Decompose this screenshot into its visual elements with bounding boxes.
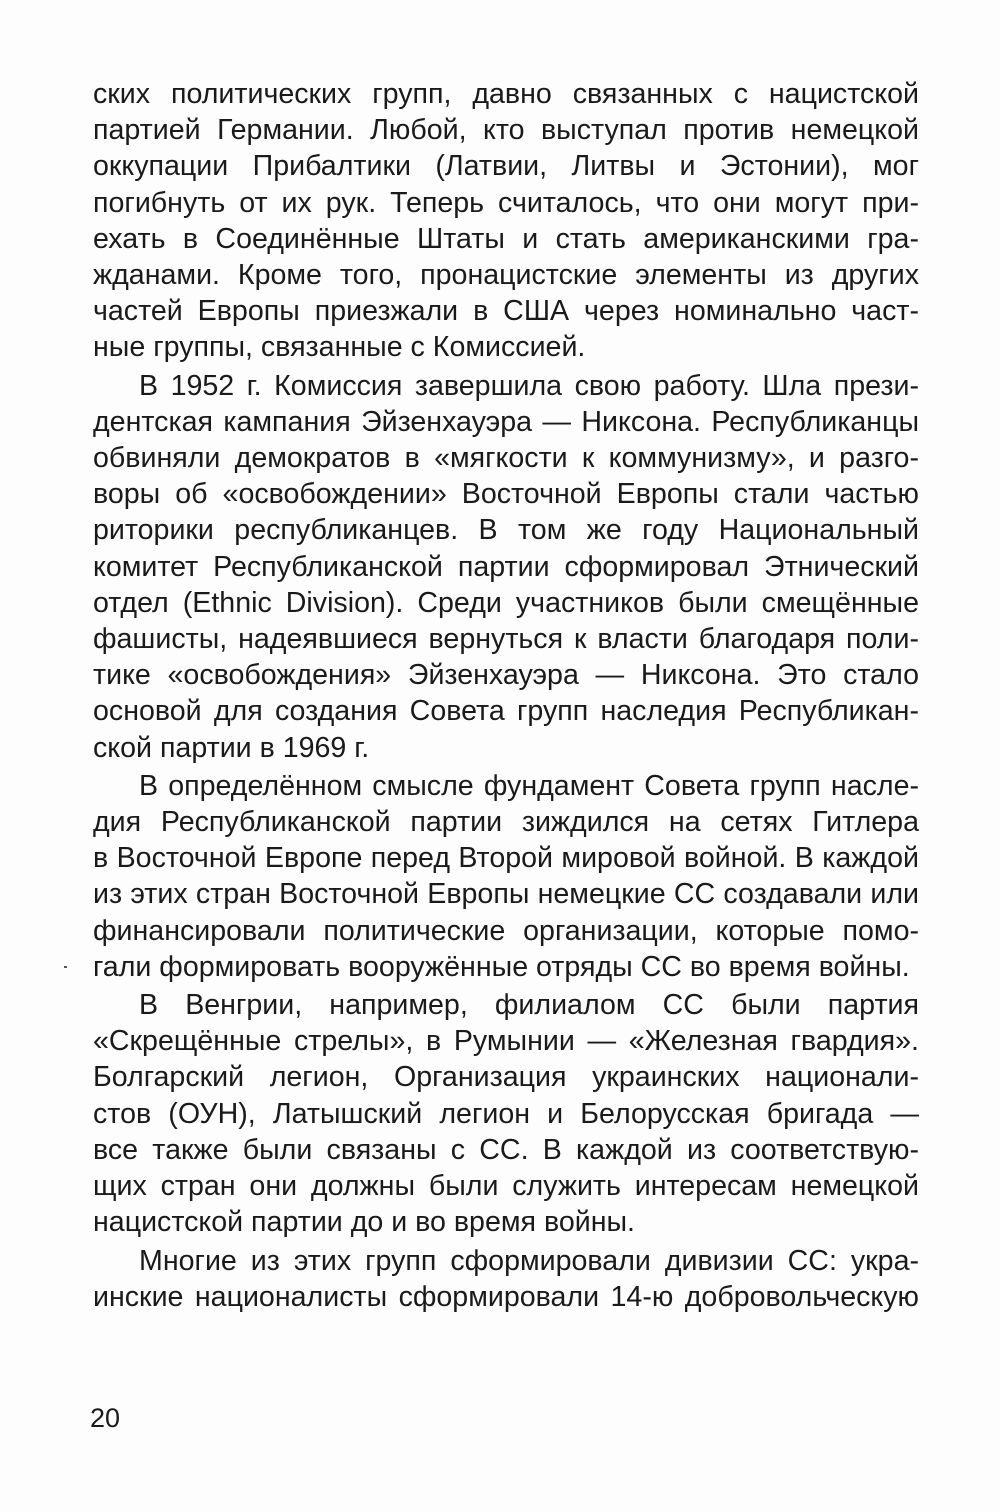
text-line: ской партии в 1969 г. (93, 731, 370, 764)
text-line: стов (ОУН), Латышский легион и Белорусская бригада — (93, 1097, 919, 1130)
paragraph-3 (93, 768, 919, 985)
text-line: В 1952 г. Комиссия завершила свою работу. Шла прези- (139, 369, 919, 402)
text-line: инские националисты сформировали 14-ю добровольческую (93, 1280, 919, 1313)
paragraph-2 (93, 368, 919, 766)
text-line: дентская кампания Эйзенхауэра — Никсона. Республиканцы (93, 405, 919, 438)
text-line: все также были связаны с СС. В каждой из соответствую- (93, 1133, 919, 1166)
text-line: жданами. Кроме того, пронацистские элементы из других (93, 259, 919, 292)
text-line: партией Германии. Любой, кто выступал против немецкой (93, 114, 919, 147)
text-line: финансировали политические организации, которые помо- (93, 914, 919, 947)
text-line: ные группы, связанные с Комиссией. (93, 331, 586, 364)
text-line: частей Европы приезжали в США через номинально част- (93, 295, 919, 328)
page-number: 20 (90, 1403, 121, 1433)
text-line: обвиняли демократов в «мягкости к коммунизму», и разго- (93, 442, 919, 475)
text-line: в Восточной Европе перед Второй мировой войной. В каждой (93, 842, 919, 875)
text-line: дия Республиканской партии зиждился на сетях Гитлера (93, 806, 919, 839)
text-line: ских политических групп, давно связанных с нацистской (93, 78, 919, 110)
text-line: комитет Республиканской партии сформировал Этнический (93, 550, 919, 583)
paragraph-4 (93, 987, 919, 1240)
text-line: отдел (Ethnic Division). Среди участников были смещённые (93, 586, 919, 619)
text-line: В Венгрии, например, филиалом СС были партия (139, 989, 919, 1022)
text-line: Болгарский легион, Организация украинских национали- (93, 1061, 919, 1094)
text-line: гали формировать вооружённые отряды СС во время войны. (93, 950, 910, 983)
paragraph-5 (93, 1243, 919, 1315)
text-line: нацистской партии до и во время войны. (93, 1206, 635, 1239)
text-line: воры об «освобождении» Восточной Европы стали частью (93, 478, 919, 511)
text-line: щих стран они должны были служить интересам немецкой (93, 1170, 919, 1203)
paragraph-1 (93, 76, 919, 366)
text-line: фашисты, надеявшиеся вернуться к власти благодаря поли- (93, 623, 919, 656)
text-line: ехать в Соединённые Штаты и стать американскими гра- (93, 222, 919, 255)
text-line: Многие из этих групп сформировали дивизии СС: укра- (139, 1244, 919, 1277)
text-line: из этих стран Восточной Европы немецкие СС создавали или (93, 878, 919, 911)
scan-speck (64, 966, 67, 968)
text-line: основой для создания Совета групп наследия Республикан- (93, 695, 919, 728)
text-line: оккупации Прибалтики (Латвии, Литвы и Эстонии), мог (93, 150, 919, 183)
text-line: тике «освобождения» Эйзенхауэра — Никсона. Это стало (93, 659, 919, 692)
text-line: погибнуть от их рук. Теперь считалось, что они могут при- (93, 186, 919, 219)
text-line: риторики республиканцев. В том же году Национальный (93, 514, 919, 547)
text-line: «Скрещённые стрелы», в Румынии — «Железная гвардия». (93, 1025, 919, 1058)
text-line: В определённом смысле фундамент Совета групп насле- (139, 769, 919, 802)
body-text (93, 76, 919, 1315)
